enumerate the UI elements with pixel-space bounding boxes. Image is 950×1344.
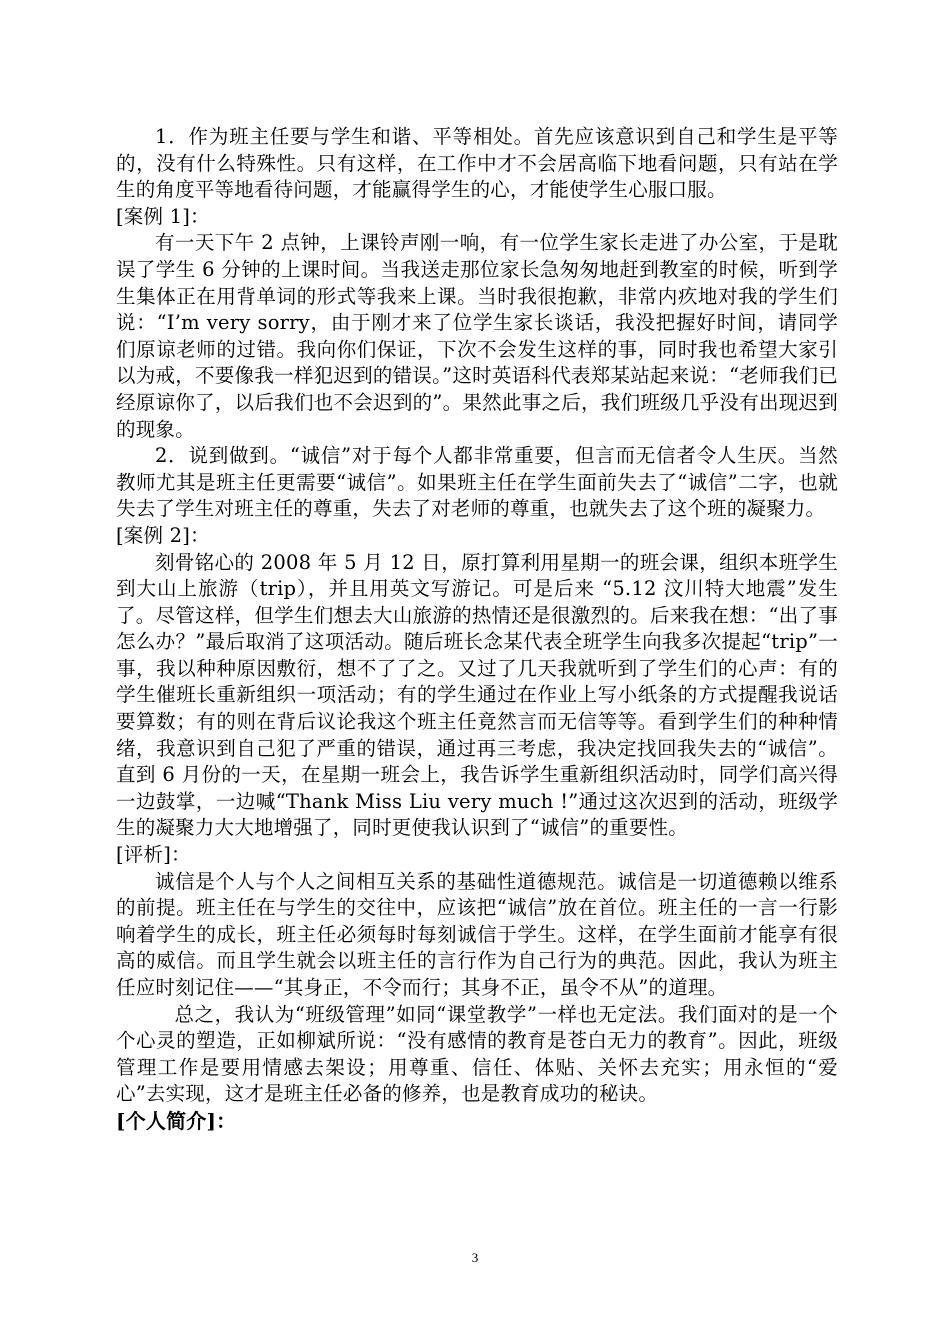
- document-body: [116, 124, 838, 1135]
- analysis-label: [评析]：: [116, 843, 191, 867]
- paragraph-point-1: 1．作为班主任要与学生和谐、平等相处。首先应该意识到自己和学生是平等的，没有什么特殊性。只有这样，在工作中才不会居高临下地看问题，只有站在学生的角度平等地看待问题，才能赢得学生的心，才能使学生心服口服。: [116, 125, 838, 202]
- summary-paragraph: 总之，我认为“班级管理”如同“课堂教学”一样也无定法。我们面对的是一个个心灵的塑造，正如柳斌所说：“没有感情的教育是苍白无力的教育”。因此，班级管理工作是要用情感去架设；用尊重、信任、体贴、关怀去充实；用永恒的“爱心”去实现，这才是班主任必备的修养，也是教育成功的秘诀。: [116, 1002, 838, 1106]
- case-1-text: 有一天下午 2 点钟，上课铃声刚一响，有一位学生家长走进了办公室，于是耽误了学生 6 分钟的上课时间。当我送走那位家长急匆匆地赶到教室的时候，听到学生集体正在用背单词的形式等我来上课。当时我很抱歉，非常内疚地对我的学生们说：“I’m very sorry，由于刚才来了位学生家长谈话，我没把握好时间，请同学们原谅老师的过错。我向你们保证，下次不会发生这样的事，同时我也希望大家引以为戒，不要像我一样犯迟到的错误。”这时英语科代表郑某站起来说：“老师我们已经原谅你了，以后我们也不会迟到的”。果然此事之后，我们班级几乎没有出现迟到的现象。: [116, 231, 838, 441]
- case-2-text: 刻骨铭心的 2008 年 5 月 12 日，原打算利用星期一的班会课，组织本班学生到大山上旅游（trip），并且用英文写游记。可是后来 “5.12 汶川特大地震”发生了。尽管这样，但学生们想去大山旅游的热情还是很激烈的。后来我在想：“出了事怎么办？”最后取消了这项活动。随后班长念某代表全班学生向我多次提起“trip”一事，我以种种原因敷衍，想不了了之。又过了几天我就听到了学生们的心声：有的学生催班长重新组织一项活动；有的学生通过在作业上写小纸条的方式提醒我说话要算数；有的则在背后议论我这个班主任竟然言而无信等等。看到学生们的种种情绪，我意识到自己犯了严重的错误，通过再三考虑，我决定找回我失去的“诚信”。直到 6 月份的一天，在星期一班会上，我告诉学生重新组织活动时，同学们高兴得一边鼓掌，一边喊“Thank Miss Liu very much !”通过这次迟到的活动，班级学生的凝聚力大大地增强了，同时更使我认识到了“诚信”的重要性。: [116, 550, 838, 840]
- case-1-label: [案例 1]：: [116, 204, 210, 228]
- page-number: 3: [471, 1250, 479, 1265]
- paragraph-point-2: 2．说到做到。“诚信”对于每个人都非常重要，但言而无信者令人生厌。当然教师尤其是班主任更需要“诚信”。如果班主任在学生面前失去了“诚信”二字，也就失去了学生对班主任的尊重，失去了对老师的尊重，也就失去了这个班的凝聚力。: [116, 444, 838, 521]
- case-2-label: [案例 2]：: [116, 523, 210, 547]
- analysis-text: 诚信是个人与个人之间相互关系的基础性道德规范。诚信是一切道德赖以维系的前提。班主任在与学生的交往中，应该把“诚信”放在首位。班主任的一言一行影响着学生的成长，班主任必须每时每刻诚信于学生。这样，在学生面前才能享有很高的威信。而且学生就会以班主任的言行作为自己行为的典范。因此，我认为班主任应时刻记住——“其身正，不令而行；其身不正，虽令不从”的道理。: [116, 869, 838, 999]
- profile-heading: [个人简介]：: [116, 1108, 237, 1133]
